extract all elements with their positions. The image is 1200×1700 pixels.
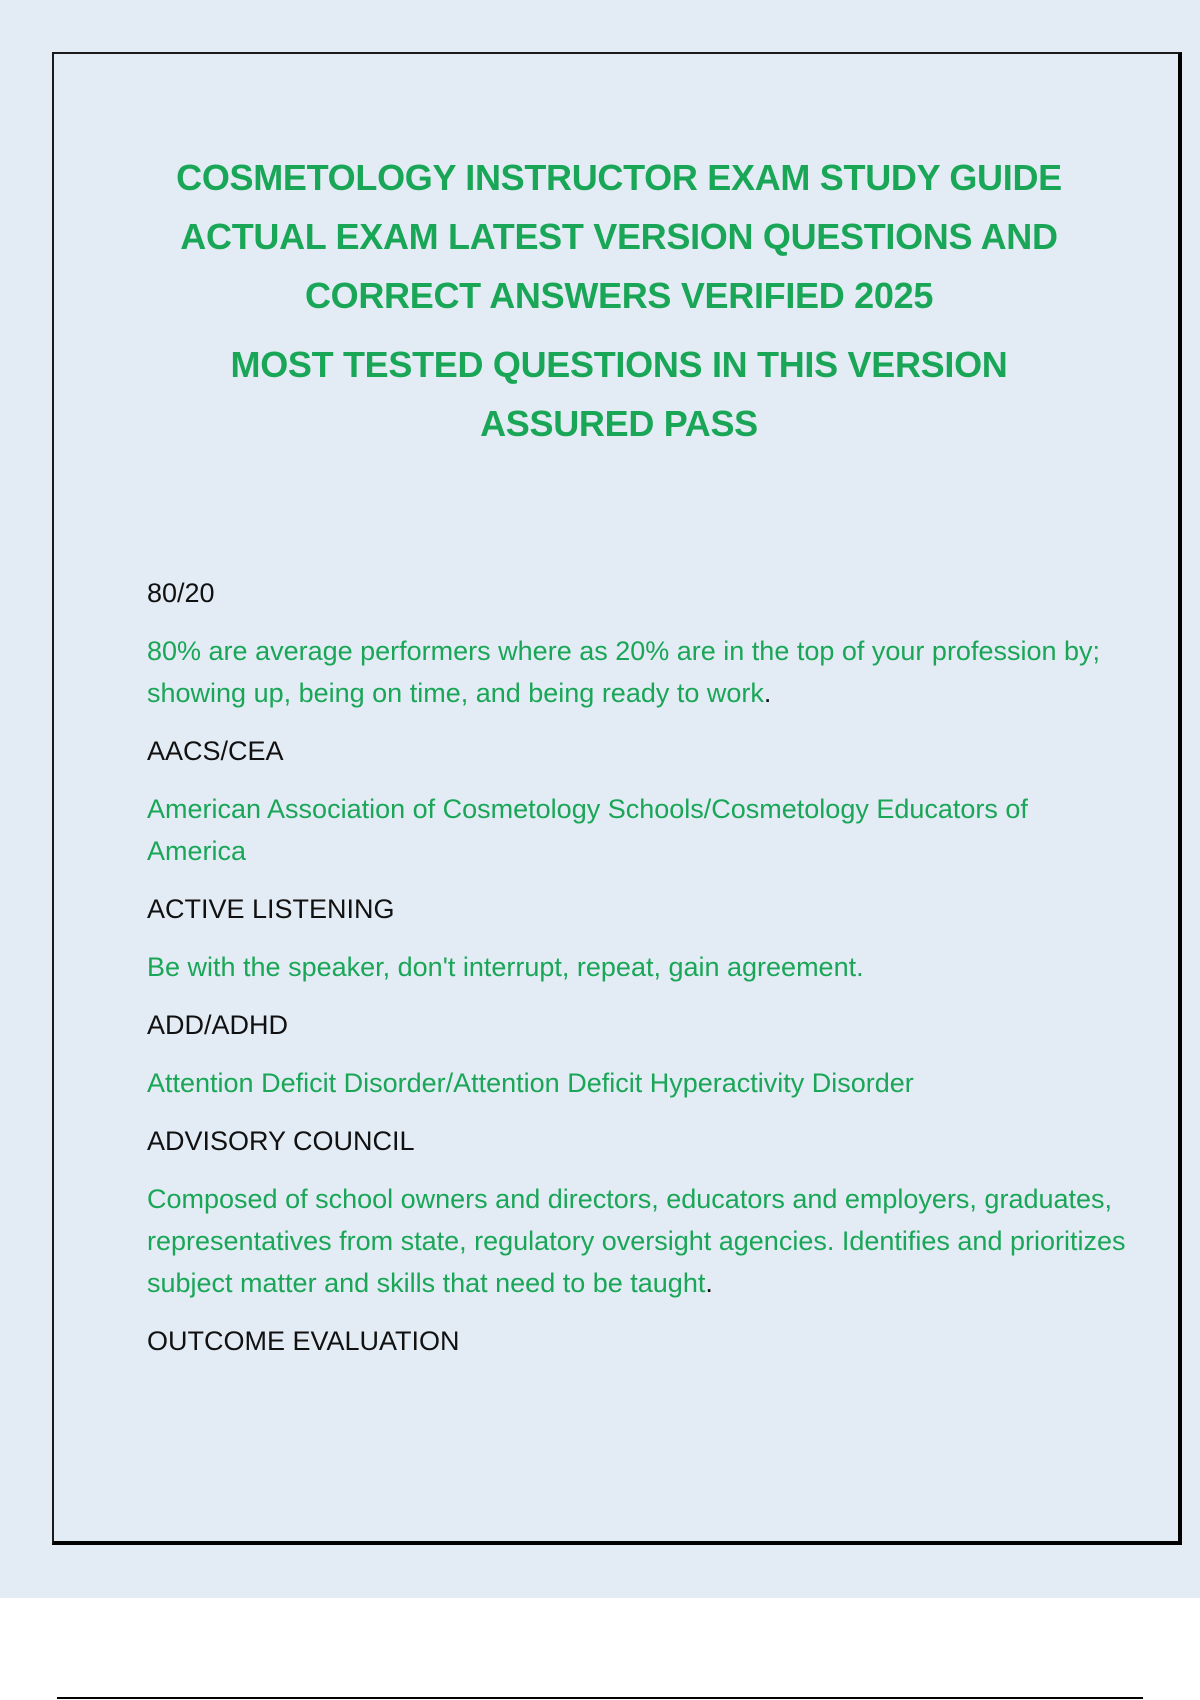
- term-advisory-council: ADVISORY COUNCIL: [147, 1126, 415, 1156]
- footer-divider: [57, 1697, 1143, 1699]
- flashcard-list: [147, 572, 1127, 1378]
- document-subtitle: MOST TESTED QUESTIONS IN THIS VERSION ASSURED PASS: [230, 344, 1008, 444]
- definition-period: .: [705, 1268, 713, 1298]
- term-80-20: 80/20: [147, 578, 215, 608]
- definition-text: 80% are average performers where as 20% are in the top of your profession by; showing up, being on time, and being ready to work: [147, 636, 1101, 708]
- document-title: COSMETOLOGY INSTRUCTOR EXAM STUDY GUIDE ACTUAL EXAM LATEST VERSION QUESTIONS AND CORRECT ANSWERS VERIFIED 2025: [176, 157, 1062, 316]
- term-add-adhd: ADD/ADHD: [147, 1010, 289, 1040]
- definition-text: Composed of school owners and directors, educators and employers, graduates, representatives from state, regulatory oversight agencies. Identifies and prioritizes subject matter and skills that need to be taught: [147, 1184, 1126, 1298]
- definition-advisory-council: [147, 1178, 1127, 1304]
- definition-period: .: [763, 678, 772, 708]
- definition-aacs-cea: American Association of Cosmetology Schools/Cosmetology Educators of America: [147, 794, 1028, 866]
- document-title-block: [54, 148, 1184, 453]
- document-frame: [52, 52, 1182, 1545]
- term-outcome-evaluation: OUTCOME EVALUATION: [147, 1326, 460, 1356]
- term-active-listening: ACTIVE LISTENING: [147, 894, 395, 924]
- definition-active-listening: Be with the speaker, don't interrupt, repeat, gain agreement.: [147, 952, 864, 982]
- definition-80-20: [147, 630, 1127, 714]
- definition-add-adhd: Attention Deficit Disorder/Attention Deficit Hyperactivity Disorder: [147, 1068, 914, 1098]
- term-aacs-cea: AACS/CEA: [147, 736, 284, 766]
